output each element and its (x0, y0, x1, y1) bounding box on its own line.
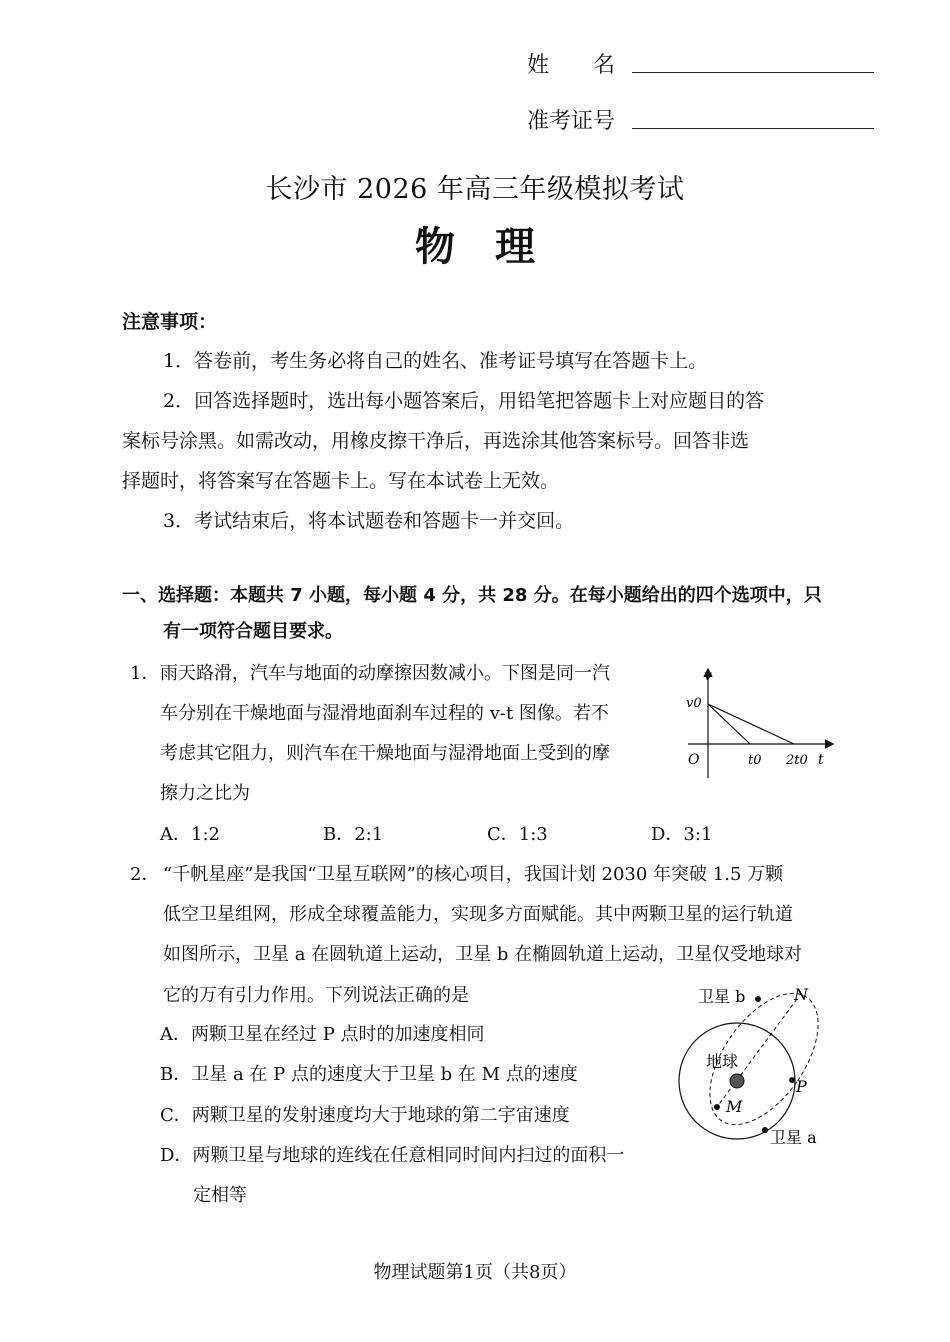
wet-line (708, 704, 794, 744)
point-p-label: P (796, 1077, 807, 1096)
name-label: 姓 名 (527, 53, 616, 78)
q1-option-b[interactable]: B．2:1 (323, 824, 384, 845)
section-1-heading-line2: 有一项符合题目要求。 (163, 621, 343, 642)
subject-title: 物 理 (415, 224, 535, 270)
point-m-dot (714, 1104, 720, 1110)
dry-line (708, 704, 750, 744)
point-n-label: N (794, 985, 808, 1004)
q1-line3: 考虑其它阻力，则汽车在干燥地面与湿滑地面上受到的摩 (160, 743, 610, 764)
q1-vt-graph (670, 660, 850, 785)
notice-item-2-line2: 案标号涂黑。如需改动，用橡皮擦干净后，再选涂其他答案标号。回答非选 (122, 430, 750, 452)
name-field-line[interactable] (632, 72, 874, 73)
exam-title: 长沙市 2026 年高三年级模拟考试 (265, 174, 685, 205)
notice-item-3: 3．考试结束后，将本试题卷和答题卡一并交回。 (163, 510, 575, 532)
t-axis-label: t (818, 752, 824, 768)
q1-line1: 雨天路滑，汽车与地面的动摩擦因数减小。下图是同一汽 (160, 663, 610, 684)
q2-option-a[interactable]: A．两颗卫星在经过 P 点时的加速度相同 (160, 1024, 485, 1045)
page-footer: 物理试题第1页（共8页） (373, 1262, 577, 1283)
v-axis-label: v (704, 668, 712, 684)
point-p-dot (789, 1077, 795, 1083)
q1-line2: 车分别在干燥地面与湿滑地面刹车过程的 v-t 图像。若不 (160, 703, 609, 724)
earth-label: 地球 (706, 1052, 739, 1071)
earth-icon (730, 1074, 744, 1088)
notice-item-1: 1．答卷前，考生务必将自己的姓名、准考证号填写在答题卡上。 (163, 350, 708, 372)
satellite-a-dot (762, 1127, 768, 1133)
q2-option-d-line2: 定相等 (193, 1185, 247, 1206)
notice-heading: 注意事项： (122, 311, 218, 333)
id-field-line[interactable] (632, 128, 874, 129)
point-m-label: M (726, 1097, 743, 1116)
q1-option-a[interactable]: A．1:2 (160, 824, 220, 845)
satellite-b-dot (755, 996, 761, 1002)
q2-line4: 它的万有引力作用。下列说法正确的是 (163, 985, 469, 1006)
satellite-a-label: 卫星 a (770, 1128, 817, 1147)
notice-item-2-line3: 择题时，将答案写在答题卡上。写在本试卷上无效。 (122, 470, 560, 492)
satellite-b-label: 卫星 b (698, 987, 746, 1006)
q2-line1: “千帆星座”是我国“卫星互联网”的核心项目，我国计划 2030 年突破 1.5 万颗 (163, 864, 784, 885)
q1-number: 1． (130, 663, 160, 684)
notice-item-2-line1: 2．回答选择题时，选出每小题答案后，用铅笔把答题卡上对应题目的答 (163, 390, 765, 412)
q2-line2: 低空卫星组网，形成全球覆盖能力，实现多方面赋能。其中两颗卫星的运行轨道 (163, 904, 793, 925)
q1-option-d[interactable]: D．3:1 (651, 824, 713, 845)
v0-label: v0 (686, 696, 702, 711)
2t0-label: 2t0 (786, 753, 808, 768)
q2-number: 2． (130, 864, 160, 885)
q2-option-c[interactable]: C．两颗卫星的发射速度均大于地球的第二宇宙速度 (160, 1105, 570, 1126)
id-label: 准考证号 (527, 109, 616, 134)
t0-label: t0 (748, 753, 762, 768)
q1-line4: 擦力之比为 (160, 783, 250, 804)
q2-option-b[interactable]: B．卫星 a 在 P 点的速度大于卫星 b 在 M 点的速度 (160, 1064, 578, 1085)
q2-line3: 如图所示，卫星 a 在圆轨道上运动，卫星 b 在椭圆轨道上运动，卫星仅受地球对 (163, 944, 803, 965)
q2-orbit-figure (670, 980, 850, 1150)
section-1-heading-line1: 一、选择题：本题共 7 小题，每小题 4 分，共 28 分。在每小题给出的四个选项中，只 (122, 585, 822, 606)
origin-label: O (688, 752, 700, 768)
q1-option-c[interactable]: C．1:3 (487, 824, 548, 845)
q2-option-d-line1[interactable]: D．两颗卫星与地球的连线在任意相同时间内扫过的面积一 (160, 1145, 625, 1166)
